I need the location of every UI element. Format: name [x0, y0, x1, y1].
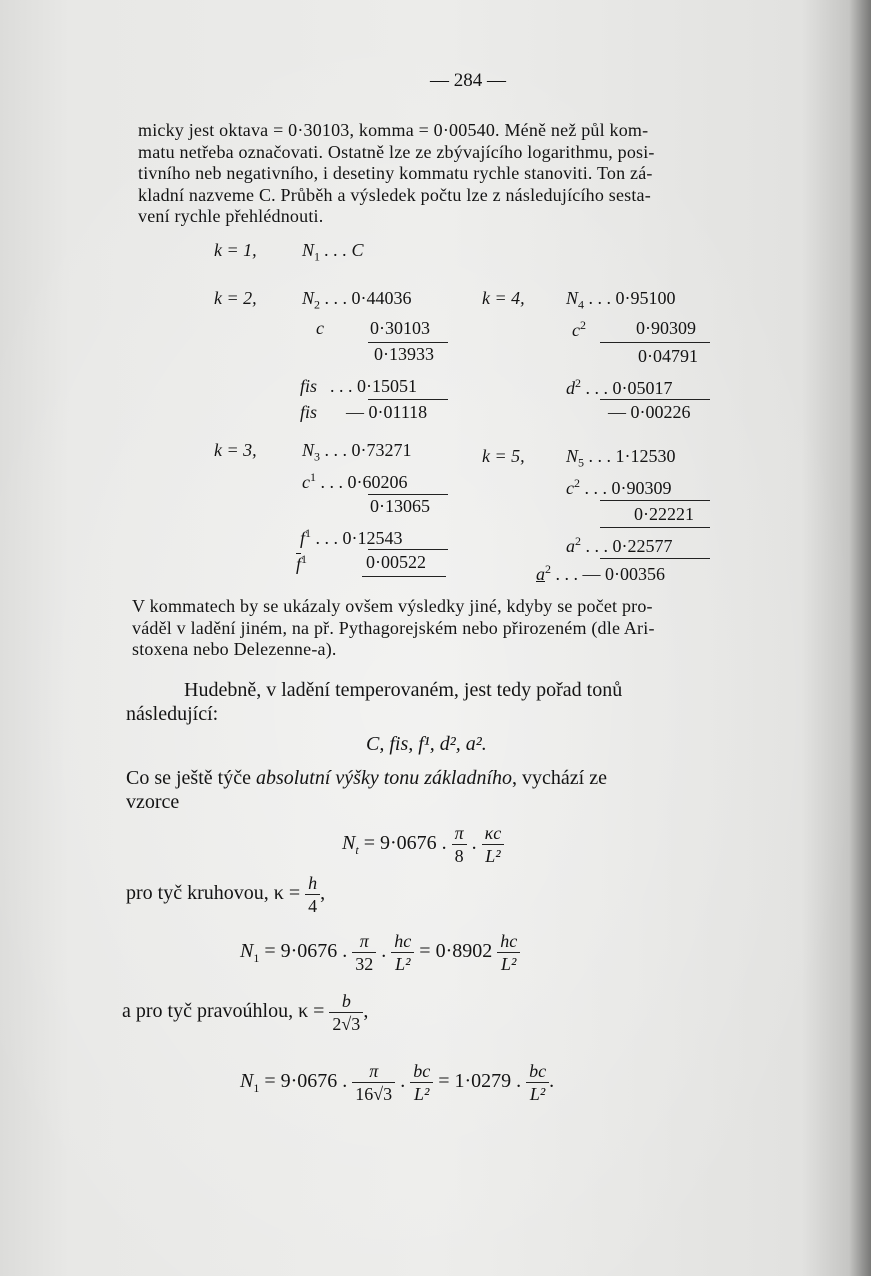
- formula-round-bar: $N_1 = 9\cdot 0676$ . $\frac{\pi}{32}$ . $\frac{hc}{\text{L²}}$ = 0·8902 $\frac{hc}{\text{L²}}$: [240, 930, 520, 975]
- intro-line: vení rychle přehlédnouti.: [138, 206, 324, 226]
- intro-line: kladní nazveme C. Průběh a výsledek počtu lze z následujícího sesta-: [138, 184, 651, 205]
- page-edge-shadow: [849, 0, 871, 1276]
- k4-rule-2: [600, 399, 710, 400]
- intro-line: micky jest oktava = 0·30103, komma = 0·00540. Méně než půl kom-: [138, 120, 649, 140]
- k2-fis-value: . . . 0·15051: [330, 376, 417, 396]
- k2-n: $N_2$ . . . 0·44036: [302, 288, 412, 312]
- kommata-paragraph: [132, 596, 780, 661]
- k3-f1: $f^1$ . . . 0·12543: [300, 526, 403, 548]
- k3-diff: 0·13065: [370, 496, 430, 516]
- k5-a2: $a^2$ . . . 0·22577: [566, 534, 673, 556]
- formula-frequency: $N_t = 9\cdot 0676$ . $\frac{\pi}{8}$ . $\frac{\kappa c}{\text{L²}}$: [342, 822, 504, 867]
- k2-label: k = 2,: [214, 288, 257, 308]
- k3-rule: [368, 494, 448, 495]
- intro-paragraph: [138, 120, 778, 228]
- k5-rule-3: [600, 558, 710, 559]
- k2-fis2-value: — 0·01118: [346, 402, 428, 422]
- k5-n: $N_5$ . . . 1·12530: [566, 446, 676, 470]
- tone-series: C, fis, f¹, d², a².: [366, 733, 487, 755]
- k1-n: $N_1$ . . . C: [302, 240, 364, 264]
- k4-n: $N_4$ . . . 0·95100: [566, 288, 676, 312]
- k4-d2b-value: — 0·00226: [608, 402, 691, 422]
- kommata-line: V kommatech by se ukázaly ovšem výsledky jiné, kdyby se počet pro-: [132, 596, 653, 616]
- k4-c2-label: $c^2$: [572, 318, 586, 340]
- k3-c1: $c^1$ . . . 0·60206: [302, 470, 408, 492]
- k5-rule: [600, 500, 710, 501]
- k3-f1b-label: $\overline{f}^1$: [296, 552, 308, 574]
- k3-n: $N_3$ . . . 0·73271: [302, 440, 412, 464]
- page-number: — 284 —: [430, 70, 506, 91]
- k5-label: k = 5,: [482, 446, 525, 466]
- k2-c-label: c: [316, 318, 324, 338]
- k2-c-value: 0·30103: [370, 318, 430, 338]
- intro-line: tivního neb negativního, i desetiny kommatu rychle stanoviti. Ton zá-: [138, 163, 653, 183]
- k4-label: k = 4,: [482, 288, 525, 308]
- k5-rule-2: [600, 527, 710, 528]
- formula-rect-bar: $N_1 = 9\cdot 0676$ . $\frac{\pi}{16√3}$ . $\frac{bc}{\text{L²}}$ = 1·0279 . $\frac{bc}{\text{L²}}$ .: [240, 1061, 555, 1104]
- tempered-line: Hudebně, v ladění temperovaném, jest tedy pořad tonů: [184, 679, 623, 701]
- k1-label: k = 1,: [214, 240, 257, 260]
- k2-fis2-label: fis: [300, 402, 318, 422]
- k2-rule-2: [368, 399, 448, 400]
- absolute-pitch-paragraph: [126, 766, 781, 814]
- k4-diff: 0·04791: [638, 346, 698, 366]
- k2-diff: 0·13933: [374, 344, 434, 364]
- k4-rule: [600, 342, 710, 343]
- intro-line: matu netřeba označovati. Ostatně lze ze zbývajícího logarithmu, posi-: [138, 141, 655, 162]
- k5-diff: 0·22221: [634, 504, 694, 524]
- k5-a2b: $a^2$ . . . — 0·00356: [536, 562, 665, 584]
- tempered-line: následující:: [126, 703, 219, 725]
- tempered-paragraph: [126, 678, 781, 726]
- absolute-pitch-line: vzorce: [126, 791, 180, 813]
- k4-c2-value: 0·90309: [636, 318, 696, 338]
- kommata-line: stoxena nebo Delezenne-a).: [132, 639, 337, 659]
- k3-label: k = 3,: [214, 440, 257, 460]
- k3-rule-3: [362, 576, 446, 577]
- absolute-pitch-line: Co se ještě týče absolutní výšky tonu základního, vychází ze: [126, 767, 607, 789]
- k2-rule: [368, 342, 448, 343]
- k3-rule-2: [368, 549, 448, 550]
- round-bar-formula: pro tyč kruhovou, κ = $\frac{h}{4}$ ,: [126, 873, 326, 916]
- k4-d2: $d^2$ . . . 0·05017: [566, 376, 673, 398]
- k3-f1b-value: 0·00522: [366, 552, 426, 572]
- kommata-line: váděl v ladění jiném, na př. Pythagorejském nebo přirozeném (dle Ari-: [132, 617, 655, 638]
- rect-bar-formula: a pro tyč pravoúhlou, κ = $\frac{b}{2√3}$ ,: [122, 991, 369, 1034]
- k5-c2: $c^2$ . . . 0·90309: [566, 476, 672, 498]
- k2-fis-label: fis: [300, 376, 318, 396]
